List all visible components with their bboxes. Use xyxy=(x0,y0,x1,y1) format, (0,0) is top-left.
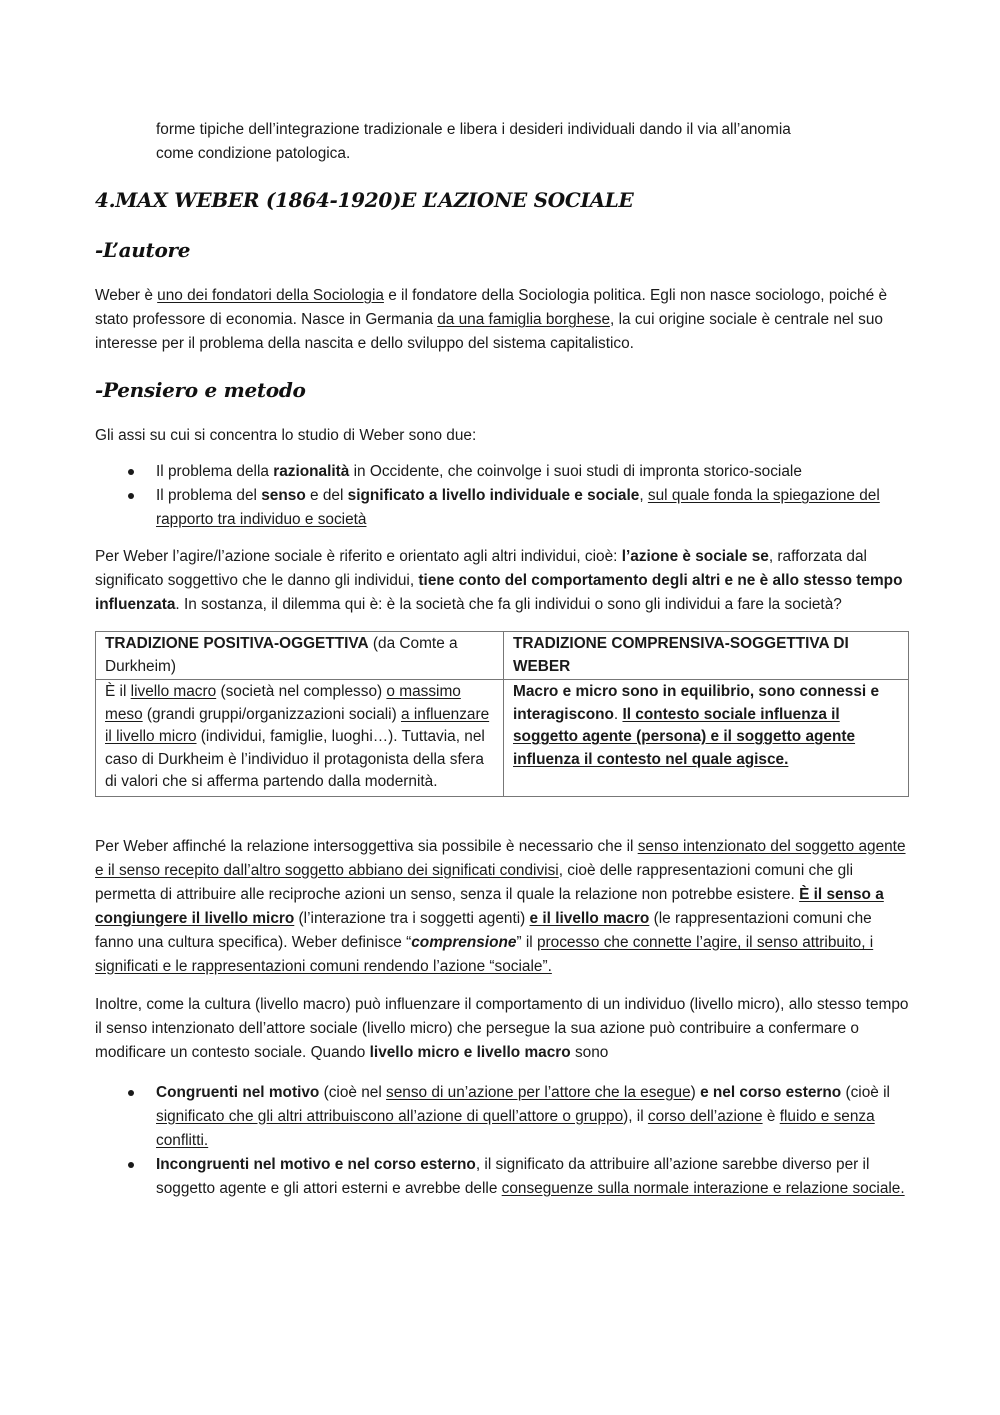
heading-pensiero: -Pensiero e metodo xyxy=(95,378,306,402)
bullet-icon xyxy=(128,1090,134,1096)
azione-sociale-paragraph: Per Weber l’agire/l’azione sociale è riferito e orientato agli altri individui, cioè: l’azione è sociale se, rafforzata dal significato soggettivo che le danno gli individui, tiene conto del comportamento degli altri e ne è allo stesso tempo influenzata. In sostanza, il dilemma qui è: è la società che fa gli individui o sono gli individui a fare la società? xyxy=(95,548,903,613)
pensiero-intro: Gli assi su cui si concentra lo studio di Weber sono due: xyxy=(95,427,477,444)
comparison-table xyxy=(95,631,909,797)
congruenza-list xyxy=(95,1081,910,1201)
list-item: Il problema del senso e del significato a livello individuale e sociale, sul quale fonda la spiegazione del rapporto tra individuo e società xyxy=(95,484,910,532)
document-page xyxy=(95,118,910,1201)
table-row xyxy=(96,680,909,797)
list-item: Incongruenti nel motivo e nel corso esterno, il significato da attribuire all’azione sarebbe diverso per il soggetto agente e gli attori esterni e avrebbe delle conseguenze sulla normale interazione e relazione sociale. xyxy=(95,1153,910,1201)
autore-paragraph: Weber è uno dei fondatori della Sociologia e il fondatore della Sociologia politica. Egli non nasce sociologo, poiché è stato professore di economia. Nasce in Germania da una famiglia borghese, la cui origine sociale è centrale nel suo interesse per il problema della nascita e dello sviluppo del sistema capitalistico. xyxy=(95,287,888,352)
bullet-icon xyxy=(128,1162,134,1168)
intro-paragraph xyxy=(95,118,910,166)
list-item: Il problema della razionalità in Occidente, che coinvolge i suoi studi di impronta storico-sociale xyxy=(95,460,910,484)
intro-line-2: come condizione patologica. xyxy=(156,145,351,162)
table-cell: È il livello macro (società nel complesso) o massimo meso (grandi gruppi/organizzazioni sociali) a influenzare il livello micro (individui, famiglie, luoghi…). Tuttavia, nel caso di Durkheim è l’individuo il protagonista della sfera di valori che si afferma partendo dalla modernità. xyxy=(96,680,504,797)
bullet-icon xyxy=(128,493,134,499)
table-cell: Macro e micro sono in equilibrio, sono connessi e interagiscono. Il contesto sociale influenza il soggetto agente (persona) e il soggetto agente influenza il contesto nel quale agisce. xyxy=(504,680,909,797)
table-header-cell: TRADIZIONE POSITIVA-OGGETTIVA (da Comte a Durkheim) xyxy=(96,632,504,680)
table-header-row xyxy=(96,632,909,680)
bullet-icon xyxy=(128,469,134,475)
assi-list xyxy=(95,460,910,532)
list-item: Congruenti nel motivo (cioè nel senso di un’azione per l’attore che la esegue) e nel corso esterno (cioè il significato che gli altri attribuiscono all’azione di quell’attore o gruppo), il corso dell’azione è fluido e senza conflitti. xyxy=(95,1081,910,1153)
intro-line-1: forme tipiche dell’integrazione tradizionale e libera i desideri individuali dando il via all’anomia xyxy=(156,121,791,138)
intersoggettiva-paragraph: Per Weber affinché la relazione intersoggettiva sia possibile è necessario che il senso intenzionato del soggetto agente e il senso recepito dall’altro soggetto abbiano dei significati condivisi, cioè delle rappresentazioni comuni che gli permetta di attribuire alle reciproche azioni un senso, senza il quale la relazione non potrebbe esistere. È il senso a congiungere il livello micro (l’interazione tra i soggetti agenti) e il livello macro (le rappresentazioni comuni che fanno una cultura specifica). Weber definisce “comprensione” il processo che connette l’agire, il senso attribuito, i significati e le rappresentazioni comuni rendendo l’azione “sociale”. xyxy=(95,837,906,975)
inoltre-paragraph: Inoltre, come la cultura (livello macro) può influenzare il comportamento di un individuo (livello micro), allo stesso tempo il senso intenzionato dell’attore sociale (livello micro) che persegue la sua azione può contribuire a confermare o modificare un contesto sociale. Quando livello micro e livello macro sono xyxy=(95,995,909,1061)
section-title: 4.MAX WEBER (1864-1920)E L’AZIONE SOCIALE xyxy=(95,188,634,212)
heading-autore: -L’autore xyxy=(95,238,191,262)
table-header-cell: TRADIZIONE COMPRENSIVA-SOGGETTIVA DI WEBER xyxy=(504,632,909,680)
